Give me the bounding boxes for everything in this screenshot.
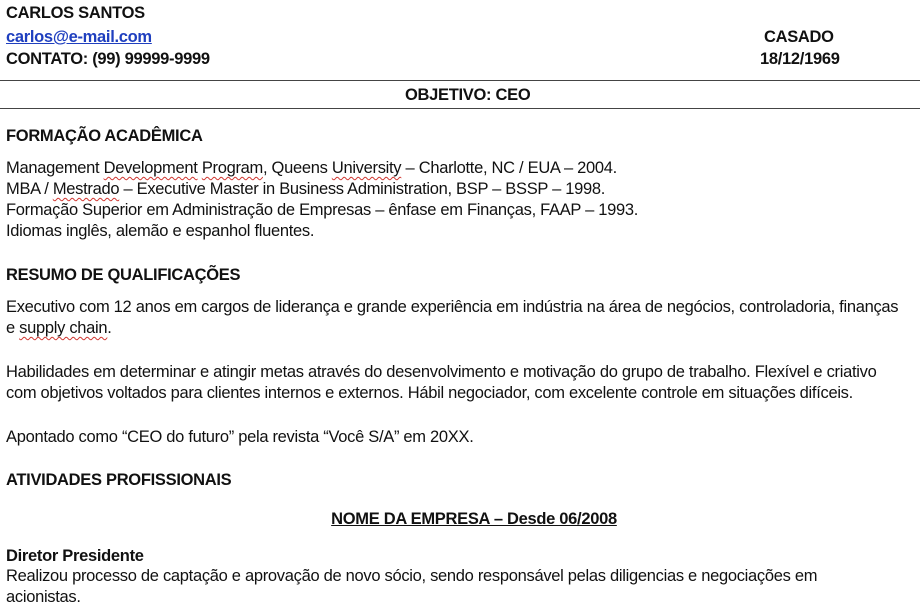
education-item: Formação Superior em Administração de Empresas – ênfase em Finanças, FAAP – 1993. — [6, 201, 639, 219]
company-title: NOME DA EMPRESA – Desde 06/2008 — [331, 510, 617, 528]
qualifications-heading: RESUMO DE QUALIFICAÇÕES — [6, 266, 241, 284]
education-item: Idiomas inglês, alemão e espanhol fluentes. — [6, 222, 315, 240]
email-link[interactable]: carlos@e-mail.com — [6, 28, 152, 46]
role-description: Realizou processo de captação e aprovação de novo sócio, sendo responsável pelas diligencias e negociações em acionistas. — [6, 567, 818, 606]
contact-phone: CONTATO: (99) 99999-9999 — [6, 50, 210, 68]
qualifications-paragraph-2: Habilidades em determinar e atingir metas através do desenvolvimento e motivação do grupo de trabalho. Flexível e criativo com objetivos voltados para clientes internos e externos. Hábil negociador, com excelente controle em situações difíceis. — [6, 363, 877, 402]
birth-date: 18/12/1969 — [760, 50, 840, 68]
candidate-name: CARLOS SANTOS — [6, 4, 145, 22]
objective: OBJETIVO: CEO — [405, 86, 531, 104]
education-heading: FORMAÇÃO ACADÊMICA — [6, 127, 203, 145]
education-list — [6, 158, 638, 242]
header-divider — [0, 80, 920, 81]
marital-status: CASADO — [764, 28, 834, 46]
qualifications-paragraph-3: Apontado como “CEO do futuro” pela revista “Você S/A” em 20XX. — [6, 428, 474, 446]
education-item: MBA / Mestrado – Executive Master in Business Administration, BSP – BSSP – 1998. — [6, 180, 606, 198]
qualifications-paragraph-1: Executivo com 12 anos em cargos de liderança e grande experiência em indústria na área de negócios, controladoria, finanças e supply chain. — [6, 298, 899, 337]
education-item: Management Development Program, Queens University – Charlotte, NC / EUA – 2004. — [6, 159, 617, 177]
objective-divider — [0, 108, 920, 109]
role-title: Diretor Presidente — [6, 547, 144, 565]
activities-heading: ATIVIDADES PROFISSIONAIS — [6, 471, 232, 489]
